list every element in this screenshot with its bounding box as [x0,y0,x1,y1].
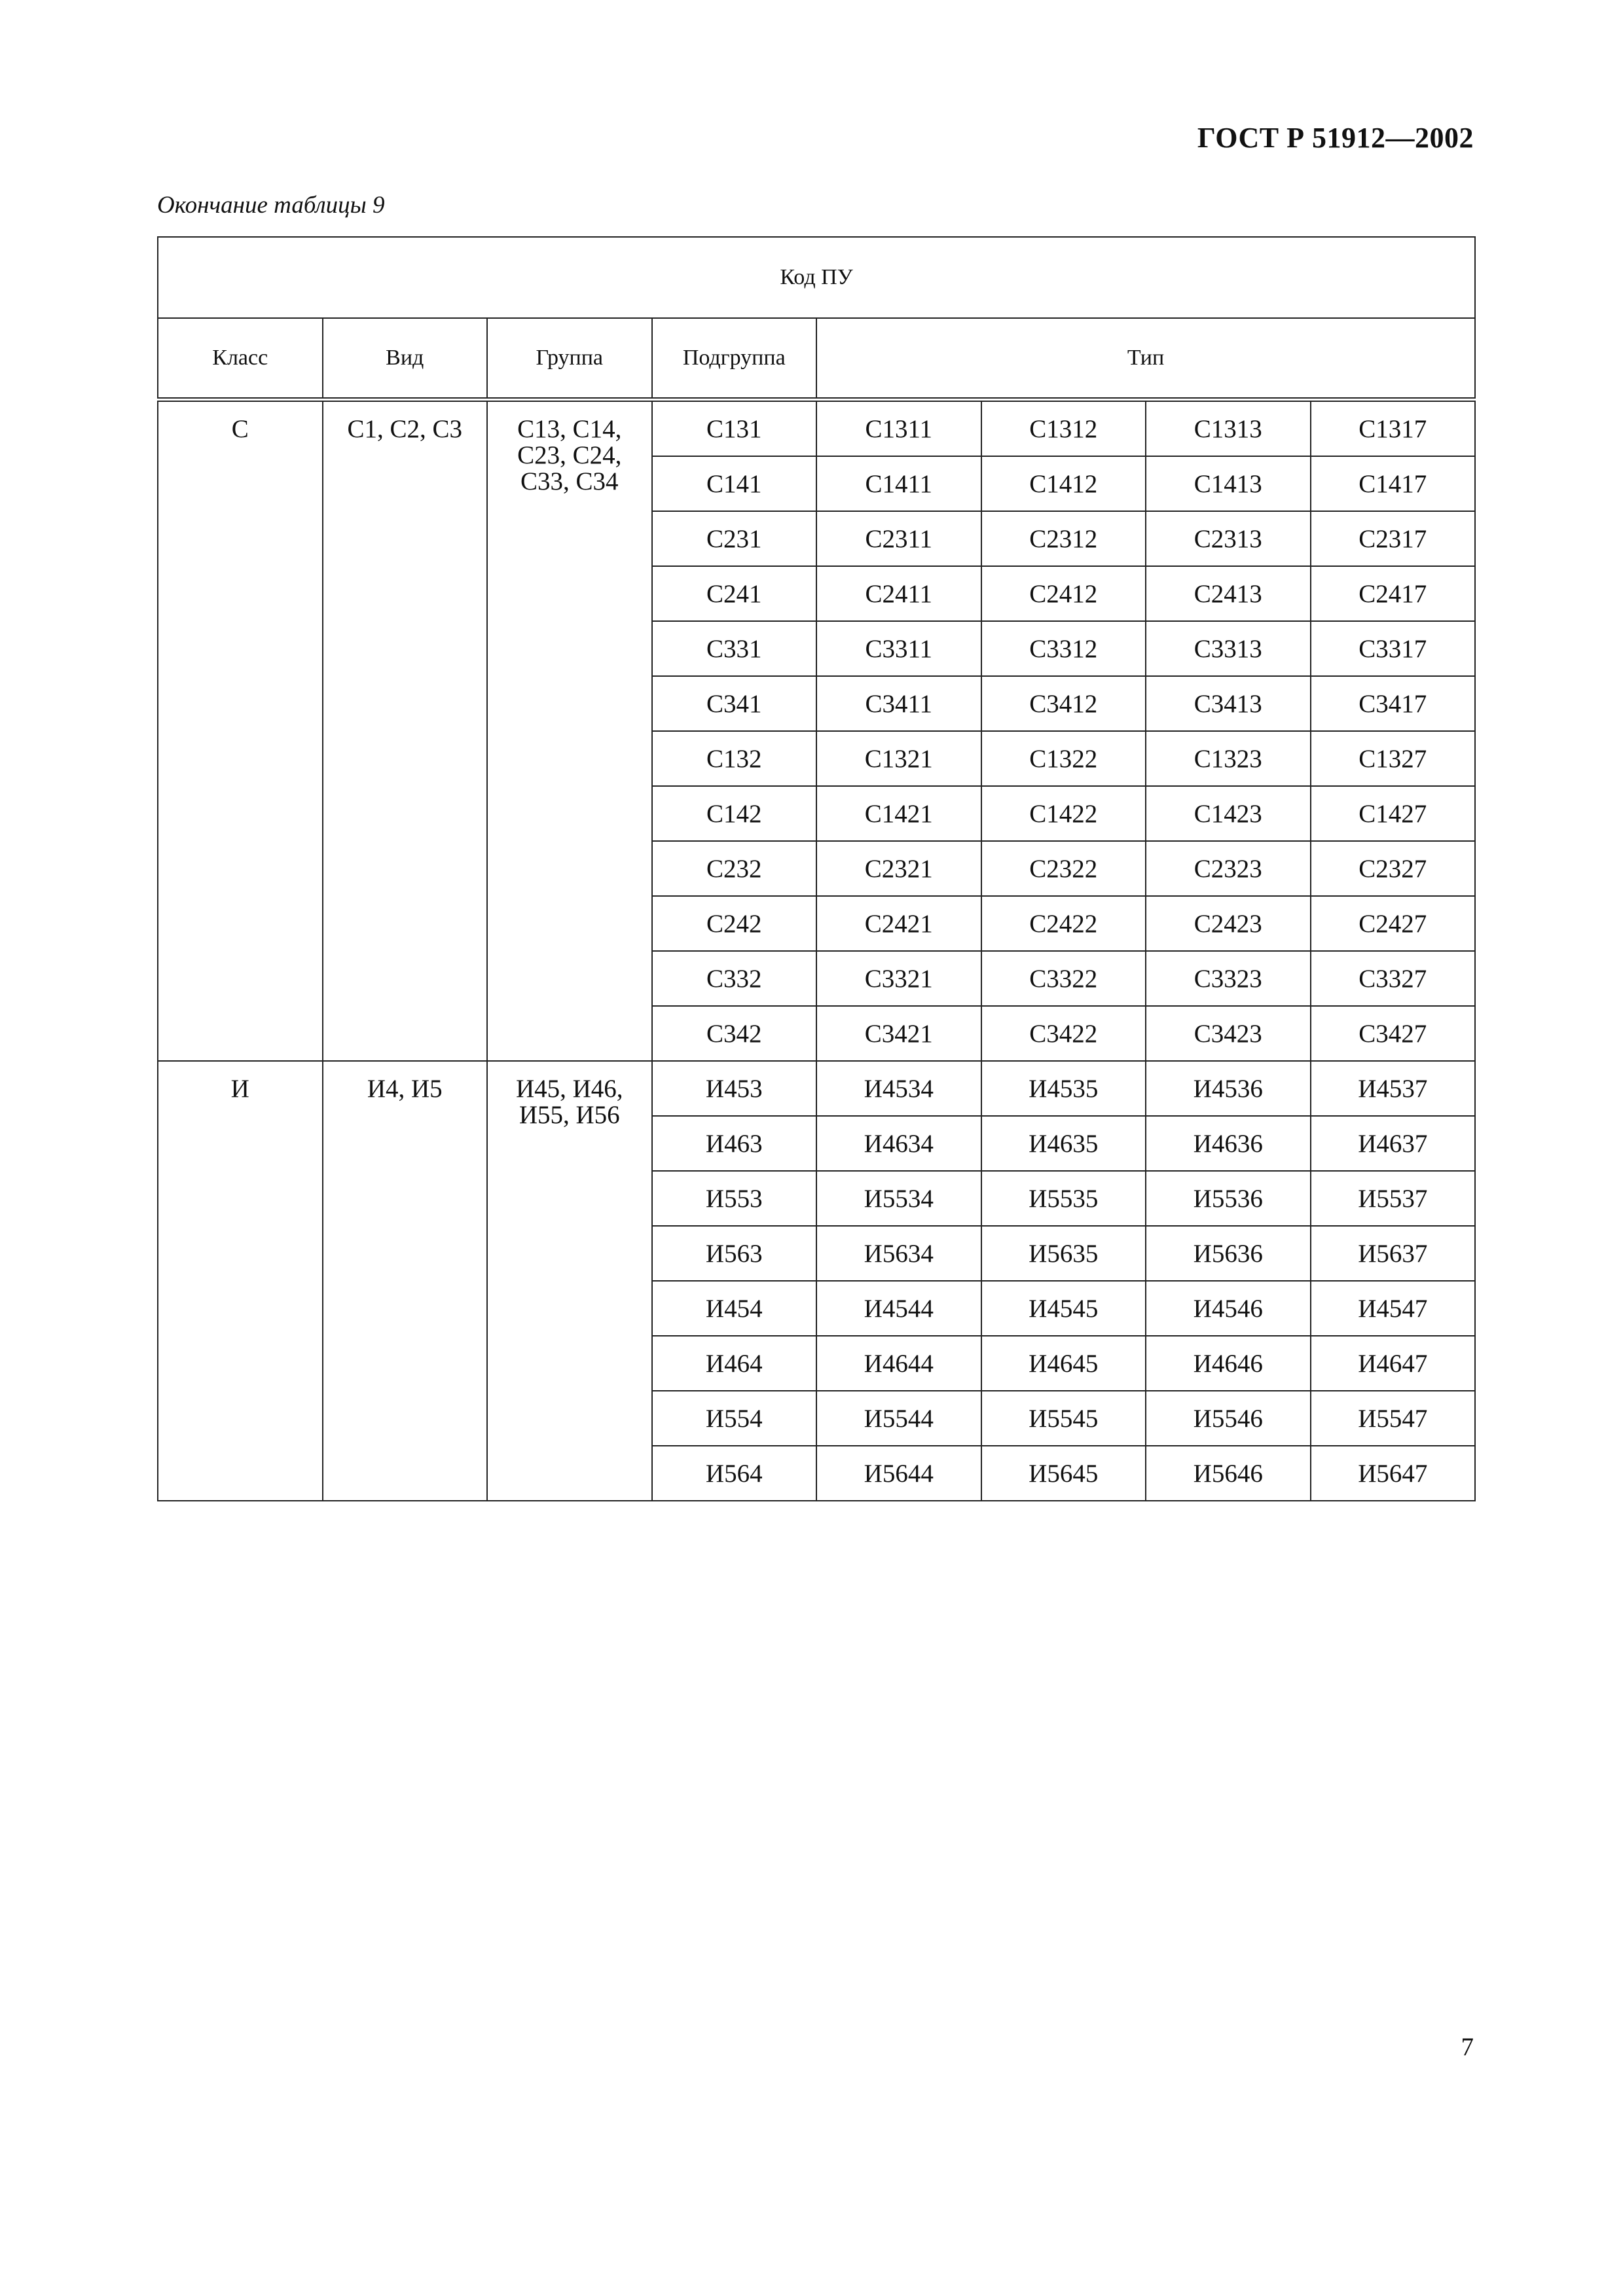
subgroup-cell: С131 [652,400,817,457]
type-cell: И4647 [1311,1336,1476,1391]
type-cell: И5646 [1146,1446,1311,1501]
table-row [158,400,1475,457]
type-cell: С1317 [1311,400,1476,457]
type-cell: С3422 [981,1006,1146,1061]
type-cell: И4536 [1146,1061,1311,1116]
type-cell: С3417 [1311,676,1476,731]
type-cell: И4537 [1311,1061,1476,1116]
subgroup-cell: С232 [652,841,817,896]
type-cell: С1323 [1146,731,1311,786]
type-cell: И5637 [1311,1226,1476,1281]
subgroup-cell: И463 [652,1116,817,1171]
kind-cell: С1, С2, С3 [323,400,488,1062]
type-cell: С2317 [1311,511,1476,566]
subgroup-cell: С142 [652,786,817,841]
subgroup-cell: И454 [652,1281,817,1336]
type-cell: И4547 [1311,1281,1476,1336]
code-table [157,236,1476,1501]
type-cell: С1421 [816,786,981,841]
type-cell: С1321 [816,731,981,786]
type-cell: С2313 [1146,511,1311,566]
type-cell: С3413 [1146,676,1311,731]
type-cell: С2417 [1311,566,1476,621]
type-cell: С2412 [981,566,1146,621]
class-cell: С [158,400,323,1062]
type-cell: С1312 [981,400,1146,457]
column-header-kind: Вид [323,318,488,400]
type-cell: И5535 [981,1171,1146,1226]
type-cell: И4636 [1146,1116,1311,1171]
type-cell: С3411 [816,676,981,731]
subgroup-cell: И453 [652,1061,817,1116]
type-cell: С2413 [1146,566,1311,621]
type-cell: С2422 [981,896,1146,951]
group-cell: И45, И46, И55, И56 [487,1061,652,1501]
table-row [158,1061,1475,1116]
type-cell: С1313 [1146,400,1311,457]
type-cell: И5547 [1311,1391,1476,1446]
subgroup-cell: С342 [652,1006,817,1061]
subgroup-cell: С132 [652,731,817,786]
type-cell: С3421 [816,1006,981,1061]
type-cell: И4534 [816,1061,981,1116]
type-cell: С1327 [1311,731,1476,786]
type-cell: С3427 [1311,1006,1476,1061]
type-cell: С2312 [981,511,1146,566]
type-cell: С3322 [981,951,1146,1006]
type-cell: И4646 [1146,1336,1311,1391]
type-cell: И5634 [816,1226,981,1281]
subgroup-cell: И464 [652,1336,817,1391]
type-cell: С2411 [816,566,981,621]
type-cell: С1412 [981,456,1146,511]
type-cell: С2423 [1146,896,1311,951]
type-cell: И5644 [816,1446,981,1501]
table-caption: Окончание таблицы 9 [157,192,385,219]
kind-cell: И4, И5 [323,1061,488,1501]
type-cell: И5546 [1146,1391,1311,1446]
type-cell: И4535 [981,1061,1146,1116]
type-cell: И4635 [981,1116,1146,1171]
column-header-class: Класс [158,318,323,400]
type-cell: С2321 [816,841,981,896]
table-body [158,400,1475,1501]
type-cell: С1427 [1311,786,1476,841]
type-cell: И5635 [981,1226,1146,1281]
table-top-header: Код ПУ [158,237,1475,318]
type-cell: С1417 [1311,456,1476,511]
type-cell: И5545 [981,1391,1146,1446]
type-cell: С1322 [981,731,1146,786]
type-cell: С1422 [981,786,1146,841]
column-header-subgroup: Подгруппа [652,318,817,400]
type-cell: С2323 [1146,841,1311,896]
type-cell: С1311 [816,400,981,457]
subgroup-cell: С141 [652,456,817,511]
type-cell: С3313 [1146,621,1311,676]
type-cell: С2311 [816,511,981,566]
type-cell: С2427 [1311,896,1476,951]
type-cell: И5536 [1146,1171,1311,1226]
subgroup-cell: И564 [652,1446,817,1501]
code-table-container [157,236,1474,1501]
type-cell: И5537 [1311,1171,1476,1226]
type-cell: И5636 [1146,1226,1311,1281]
subgroup-cell: И563 [652,1226,817,1281]
type-cell: С3323 [1146,951,1311,1006]
subgroup-cell: С242 [652,896,817,951]
type-cell: И5647 [1311,1446,1476,1501]
subgroup-cell: С231 [652,511,817,566]
type-cell: И4645 [981,1336,1146,1391]
type-cell: С3327 [1311,951,1476,1006]
group-cell: С13, С14, С23, С24, С33, С34 [487,400,652,1062]
subgroup-cell: И553 [652,1171,817,1226]
type-cell: И4544 [816,1281,981,1336]
type-cell: И5645 [981,1446,1146,1501]
column-header-group: Группа [487,318,652,400]
type-cell: И4545 [981,1281,1146,1336]
type-cell: С3321 [816,951,981,1006]
subgroup-cell: С331 [652,621,817,676]
type-cell: С3423 [1146,1006,1311,1061]
type-cell: С1411 [816,456,981,511]
type-cell: И4546 [1146,1281,1311,1336]
subgroup-cell: С241 [652,566,817,621]
type-cell: С1423 [1146,786,1311,841]
document-standard-number: ГОСТ Р 51912—2002 [1197,122,1474,154]
type-cell: И5534 [816,1171,981,1226]
type-cell: С2327 [1311,841,1476,896]
type-cell: С1413 [1146,456,1311,511]
page-number: 7 [1461,2033,1474,2061]
type-cell: С3311 [816,621,981,676]
subgroup-cell: С332 [652,951,817,1006]
column-header-type: Тип [816,318,1475,400]
subgroup-cell: С341 [652,676,817,731]
subgroup-cell: И554 [652,1391,817,1446]
class-cell: И [158,1061,323,1501]
type-cell: И4644 [816,1336,981,1391]
type-cell: И4634 [816,1116,981,1171]
type-cell: С3317 [1311,621,1476,676]
type-cell: С2322 [981,841,1146,896]
type-cell: И5544 [816,1391,981,1446]
type-cell: С3312 [981,621,1146,676]
type-cell: И4637 [1311,1116,1476,1171]
type-cell: С2421 [816,896,981,951]
type-cell: С3412 [981,676,1146,731]
